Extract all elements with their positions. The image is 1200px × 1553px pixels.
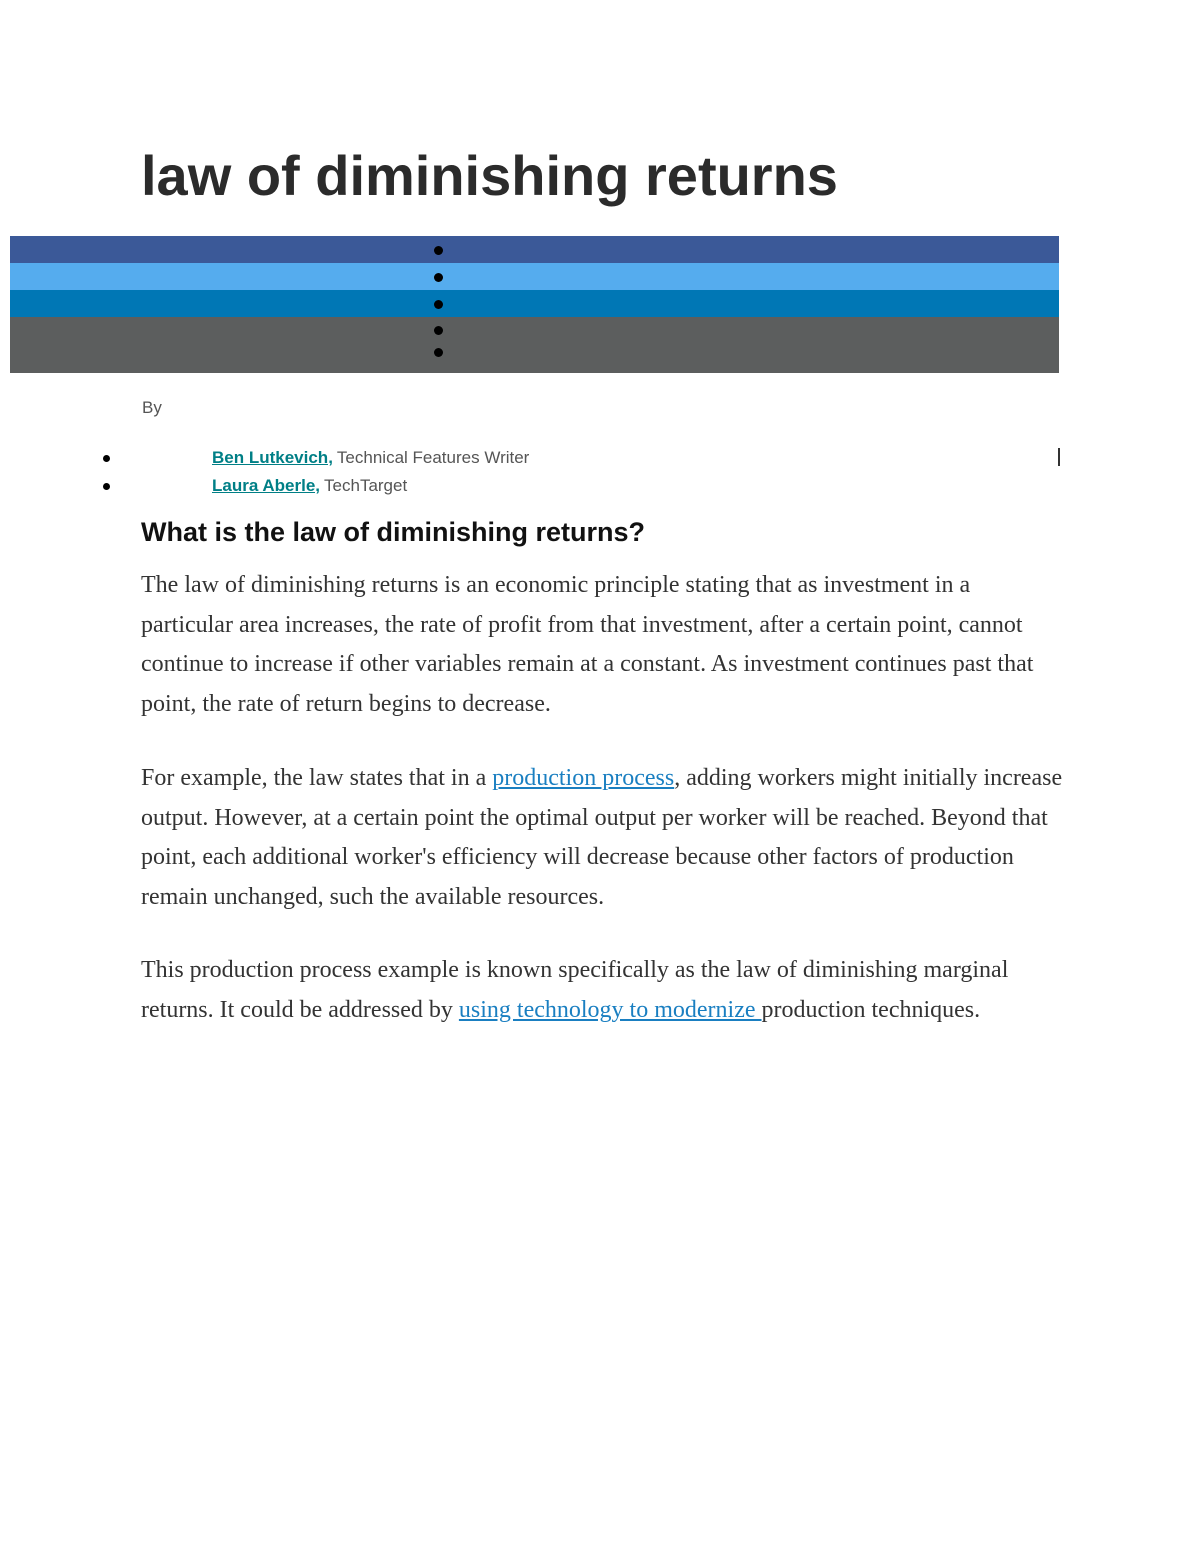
page-title: law of diminishing returns	[141, 144, 838, 207]
paragraph	[141, 951, 1066, 1030]
share-button-linkedin[interactable]	[10, 290, 1059, 317]
paragraph-text: production techniques.	[761, 996, 981, 1023]
production-process-link[interactable]: production process	[492, 765, 675, 791]
bullet-icon	[434, 326, 443, 335]
share-button-facebook[interactable]	[10, 236, 1059, 263]
author-link[interactable]: Laura Aberle,	[212, 476, 321, 495]
author-list	[100, 444, 1070, 500]
paragraph-text: , adding workers might initially increase output. However, at a certain point the optimal output per worker will be reached. Beyond that point, each additional worker's efficiency will decrease because other factors of production remain unchanged, such the available resources.	[141, 765, 1063, 910]
author-item	[100, 472, 1070, 500]
paragraph	[141, 759, 1066, 917]
bullet-icon	[434, 273, 443, 282]
social-share-bar	[10, 236, 1059, 373]
share-button-twitter[interactable]	[10, 263, 1059, 290]
author-role: Technical Features Writer	[336, 448, 530, 467]
bullet-icon	[103, 455, 110, 462]
bullet-icon	[434, 348, 443, 357]
author-item	[100, 444, 1070, 472]
paragraph-text: This production process example is known specifically as the law of diminishing marginal returns. It could be addressed by	[141, 957, 1009, 1023]
modernize-technology-link[interactable]: using technology to modernize	[458, 996, 762, 1023]
bullet-icon	[103, 483, 110, 490]
paragraph: The law of diminishing returns is an economic principle stating that as investment in a particular area increases, the rate of profit from that investment, after a certain point, cannot continue to increase if other variables remain at a constant. As investment continues past that point, the rate of return begins to decrease.	[141, 572, 1034, 717]
author-role: TechTarget	[324, 476, 408, 495]
bullet-icon	[434, 246, 443, 255]
byline-label: By	[142, 398, 162, 417]
text-cursor	[1058, 448, 1060, 466]
share-button-more[interactable]	[10, 317, 1059, 373]
author-link[interactable]: Ben Lutkevich,	[212, 448, 333, 467]
bullet-icon	[434, 300, 443, 309]
paragraph-text: For example, the law states that in a	[141, 765, 493, 791]
section-heading: What is the law of diminishing returns?	[141, 517, 646, 547]
